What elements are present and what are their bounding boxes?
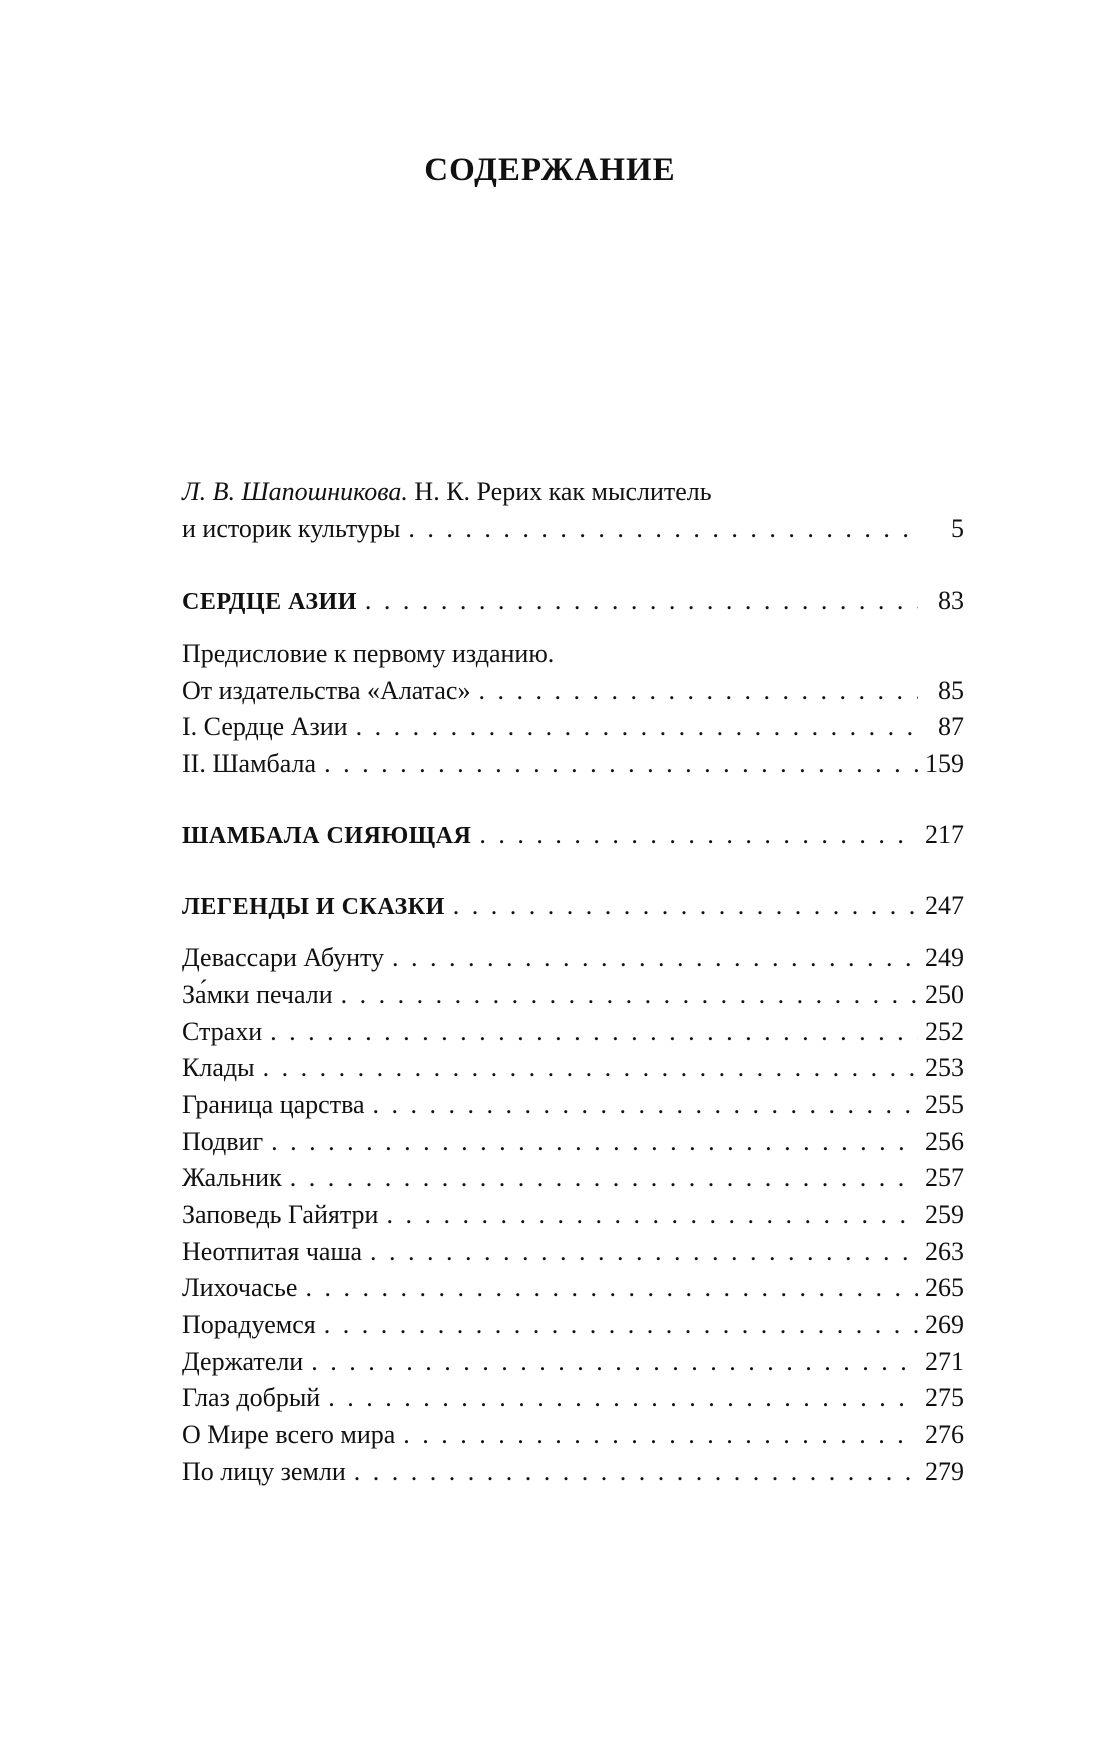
- toc-entry-page: 159: [925, 749, 964, 779]
- intro-title-line1: Н. К. Рерих как мыслитель: [407, 477, 712, 506]
- section-page-number: 83: [938, 586, 964, 616]
- intro-page-number: 5: [951, 513, 964, 543]
- preface-page-number: 85: [938, 675, 964, 705]
- toc-entry[interactable]: [182, 746, 964, 783]
- dot-leader: [378, 1197, 918, 1234]
- toc-entry-title: I. Сердце Азии: [182, 712, 348, 742]
- dot-leader: [348, 709, 918, 746]
- toc-entry-title: Клады: [182, 1053, 255, 1083]
- toc-entry-title: Неотпитая чаша: [182, 1236, 363, 1266]
- toc-entry[interactable]: [182, 1417, 964, 1454]
- toc-entry[interactable]: [182, 1234, 964, 1271]
- dot-leader: [255, 1050, 918, 1087]
- dot-leader: [395, 1417, 918, 1454]
- toc-entry[interactable]: [182, 1087, 964, 1124]
- dot-leader: [470, 673, 918, 710]
- toc-entry[interactable]: [182, 1160, 964, 1197]
- dot-leader: [357, 583, 918, 620]
- section-legends-and-tales[interactable]: [182, 888, 964, 925]
- toc-entry-page: 271: [925, 1346, 964, 1376]
- preface-title-line2: От издательства «Алатас»: [182, 675, 471, 705]
- toc-entry-title: Подвиг: [182, 1126, 264, 1156]
- toc-entry-title: Порадуемся: [182, 1310, 316, 1340]
- table-of-contents: [182, 474, 964, 1491]
- section-title: СЕРДЦЕ АЗИИ: [182, 589, 357, 616]
- dot-leader: [262, 1014, 918, 1051]
- toc-entry-title: За́мки печали: [182, 979, 333, 1009]
- toc-entry[interactable]: [182, 977, 964, 1014]
- spacer: [182, 620, 964, 636]
- spacer: [182, 924, 964, 940]
- dot-leader: [346, 1454, 918, 1491]
- dot-leader: [263, 1124, 918, 1161]
- toc-entry[interactable]: [182, 1197, 964, 1234]
- dot-leader: [316, 1307, 918, 1344]
- toc-entry[interactable]: [182, 940, 964, 977]
- toc-entry-page: 265: [925, 1273, 964, 1303]
- spacer: [182, 547, 964, 583]
- toc-entry-page: 276: [925, 1420, 964, 1450]
- toc-entry[interactable]: [182, 709, 964, 746]
- dot-leader: [384, 940, 918, 977]
- section-title: ШАМБАЛА СИЯЮЩАЯ: [182, 822, 472, 849]
- toc-entry[interactable]: [182, 1050, 964, 1087]
- dot-leader: [297, 1270, 918, 1307]
- dot-leader: [333, 977, 918, 1014]
- toc-entry-title: Жальник: [182, 1163, 282, 1193]
- dot-leader: [362, 1234, 918, 1271]
- toc-entry-page: 249: [925, 943, 964, 973]
- intro-entry-line2[interactable]: [182, 511, 964, 548]
- toc-entry-title: Глаз добрый: [182, 1383, 321, 1413]
- dot-leader: [303, 1344, 918, 1381]
- toc-entry[interactable]: [182, 1454, 964, 1491]
- toc-entry[interactable]: [182, 1307, 964, 1344]
- dot-leader: [365, 1087, 918, 1124]
- toc-entry-title: Держатели: [182, 1346, 304, 1376]
- section-title: ЛЕГЕНДЫ И СКАЗКИ: [182, 893, 445, 920]
- toc-entry[interactable]: [182, 1344, 964, 1381]
- intro-author: Л. В. Шапошникова.: [182, 477, 408, 506]
- toc-entry-title: Лихочасье: [182, 1273, 298, 1303]
- dot-leader: [316, 746, 918, 783]
- dot-leader: [320, 1380, 918, 1417]
- toc-entry-page: 87: [938, 712, 964, 742]
- toc-entry-title: По лицу земли: [182, 1456, 346, 1486]
- section-page-number: 217: [925, 819, 964, 849]
- toc-entry[interactable]: [182, 1124, 964, 1161]
- toc-entry-title: Заповедь Гайятри: [182, 1200, 379, 1229]
- toc-entry-title: Страхи: [182, 1016, 263, 1046]
- spacer: [182, 854, 964, 888]
- preface-entry-line1: Предисловие к первому изданию.: [182, 639, 555, 669]
- section-heart-of-asia[interactable]: [182, 583, 964, 620]
- toc-entry-page: 259: [925, 1200, 964, 1229]
- preface-entry-line2[interactable]: [182, 673, 964, 710]
- toc-entry-title: Девассари Абунту: [182, 943, 385, 973]
- spacer: [182, 783, 964, 817]
- dot-leader: [282, 1160, 918, 1197]
- page-title: СОДЕРЖАНИЕ: [424, 152, 676, 188]
- toc-entry-page: 255: [925, 1089, 964, 1119]
- dot-leader: [400, 511, 918, 548]
- toc-entry-title: II. Шамбала: [182, 749, 317, 779]
- intro-title-line2: и историк культуры: [182, 513, 401, 543]
- toc-entry-page: 269: [925, 1310, 964, 1340]
- toc-entry-page: 257: [925, 1163, 964, 1193]
- dot-leader: [445, 888, 918, 925]
- toc-entry-page: 256: [925, 1126, 964, 1156]
- toc-entry-page: 279: [925, 1456, 964, 1486]
- toc-entry[interactable]: [182, 1270, 964, 1307]
- dot-leader: [471, 817, 918, 854]
- toc-entry-page: 250: [925, 979, 964, 1009]
- toc-entry-page: 275: [925, 1383, 964, 1413]
- toc-entry-page: 253: [925, 1053, 964, 1083]
- toc-entry[interactable]: [182, 1380, 964, 1417]
- toc-entry-page: 252: [925, 1016, 964, 1046]
- section-page-number: 247: [925, 890, 964, 920]
- toc-entry-page: 263: [925, 1236, 964, 1266]
- toc-entry[interactable]: [182, 1014, 964, 1051]
- section-shambhala-glowing[interactable]: [182, 817, 964, 854]
- intro-entry-line1: [182, 474, 964, 511]
- toc-entry-title: О Мире всего мира: [182, 1420, 396, 1450]
- toc-entry-title: Граница царства: [182, 1089, 365, 1119]
